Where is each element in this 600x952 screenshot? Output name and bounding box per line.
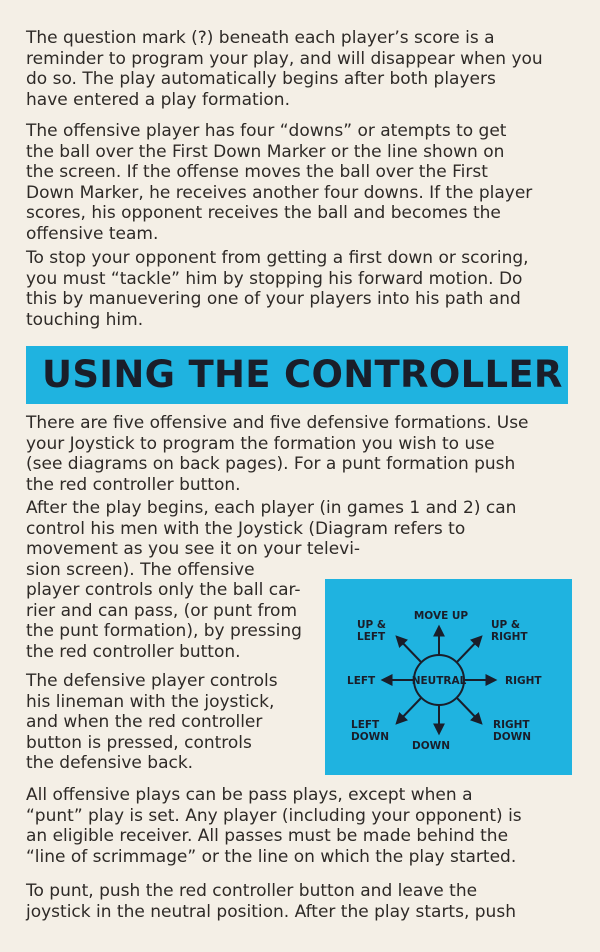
arrow-down-right-icon xyxy=(457,698,481,723)
text-line: “line of scrimmage” or the line on which the play started. xyxy=(26,846,517,867)
intro-paragraph-3 xyxy=(26,248,529,330)
text-line: player controls only the ball car- xyxy=(26,580,301,600)
section-paragraph-1 xyxy=(26,413,529,495)
section-paragraph-4 xyxy=(26,785,522,867)
text-line: All offensive plays can be pass plays, except when a xyxy=(26,785,473,805)
right-label: RIGHT xyxy=(505,675,542,687)
section-paragraph-5 xyxy=(26,881,516,922)
text-line: the red controller button. xyxy=(26,641,241,662)
text-line: have entered a play formation. xyxy=(26,89,290,110)
arrow-up-right-icon xyxy=(457,637,481,662)
intro-paragraph-2 xyxy=(26,121,532,244)
text-line: your Joystick to program the formation you wish to use xyxy=(26,433,495,454)
intro-paragraph-1 xyxy=(26,28,543,110)
text-line: his lineman with the joystick, xyxy=(26,691,275,712)
text-line: scores, his opponent receives the ball and becomes the xyxy=(26,203,501,223)
neutral-label: NEUTRAL xyxy=(411,675,467,687)
down-left-label-line-2: DOWN xyxy=(351,731,390,743)
arrow-down-left-icon xyxy=(397,698,421,723)
up-right-label-line-1: UP & xyxy=(491,619,521,631)
text-line: button is pressed, controls xyxy=(26,732,252,753)
down-left-label-line-1: LEFT xyxy=(351,719,380,731)
text-line: Down Marker, he receives another four downs. If the player xyxy=(26,182,533,203)
text-line: touching him. xyxy=(26,309,144,330)
text-line: the defensive back. xyxy=(26,753,194,773)
section-title: USING THE CONTROLLER xyxy=(42,353,563,396)
text-line: you must “tackle” him by stopping his forward motion. Do xyxy=(26,268,523,289)
up-left-label-line-2: LEFT xyxy=(357,631,386,643)
down-label: DOWN xyxy=(411,740,451,752)
text-line: (see diagrams on back pages). For a punt formation push xyxy=(26,454,516,474)
up-right-label-line-2: RIGHT xyxy=(491,631,528,643)
text-line: To punt, push the red controller button and leave the xyxy=(26,881,478,901)
text-line: There are five offensive and five defensive formations. Use xyxy=(26,413,529,433)
down-right-label-line-2: DOWN xyxy=(493,731,532,743)
move-up-label: MOVE UP xyxy=(413,610,469,622)
text-line: rier and can pass, (or punt from xyxy=(26,600,298,621)
text-line: reminder to program your play, and will disappear when you xyxy=(26,48,543,69)
text-line: the ball over the First Down Marker or the line shown on xyxy=(26,141,505,162)
text-line: After the play begins, each player (in games 1 and 2) can xyxy=(26,498,517,518)
text-line: control his men with the Joystick (Diagram refers to xyxy=(26,518,466,539)
text-line: the punt formation), by pressing xyxy=(26,621,302,641)
text-line: To stop your opponent from getting a first down or scoring, xyxy=(26,248,529,268)
section-banner xyxy=(26,346,568,404)
section-paragraph-3 xyxy=(26,671,278,774)
text-line: the red controller button. xyxy=(26,474,241,495)
text-line: and when the red controller xyxy=(26,712,263,732)
text-line: joystick in the neutral position. After the play starts, push xyxy=(26,901,516,922)
arrow-up-left-icon xyxy=(397,637,421,662)
left-label: LEFT xyxy=(347,675,376,687)
joystick-diagram-graphic xyxy=(325,579,572,775)
text-line: sion screen). The offensive xyxy=(26,559,255,580)
text-line: movement as you see it on your televi- xyxy=(26,539,361,559)
text-line: “punt” play is set. Any player (including your opponent) is xyxy=(26,805,522,826)
down-right-label-line-1: RIGHT xyxy=(493,719,530,731)
text-line: offensive team. xyxy=(26,223,159,244)
text-line: an eligible receiver. All passes must be made behind the xyxy=(26,826,509,846)
text-line: do so. The play automatically begins after both players xyxy=(26,69,496,89)
text-line: The defensive player controls xyxy=(26,671,278,691)
joystick-diagram xyxy=(325,579,572,775)
text-line: The offensive player has four “downs” or atempts to get xyxy=(26,121,507,141)
text-line: The question mark (?) beneath each player’s score is a xyxy=(26,28,495,48)
text-line: this by manuevering one of your players into his path and xyxy=(26,289,521,309)
text-line: the screen. If the offense moves the ball over the First xyxy=(26,162,488,182)
up-left-label-line-1: UP & xyxy=(357,619,387,631)
